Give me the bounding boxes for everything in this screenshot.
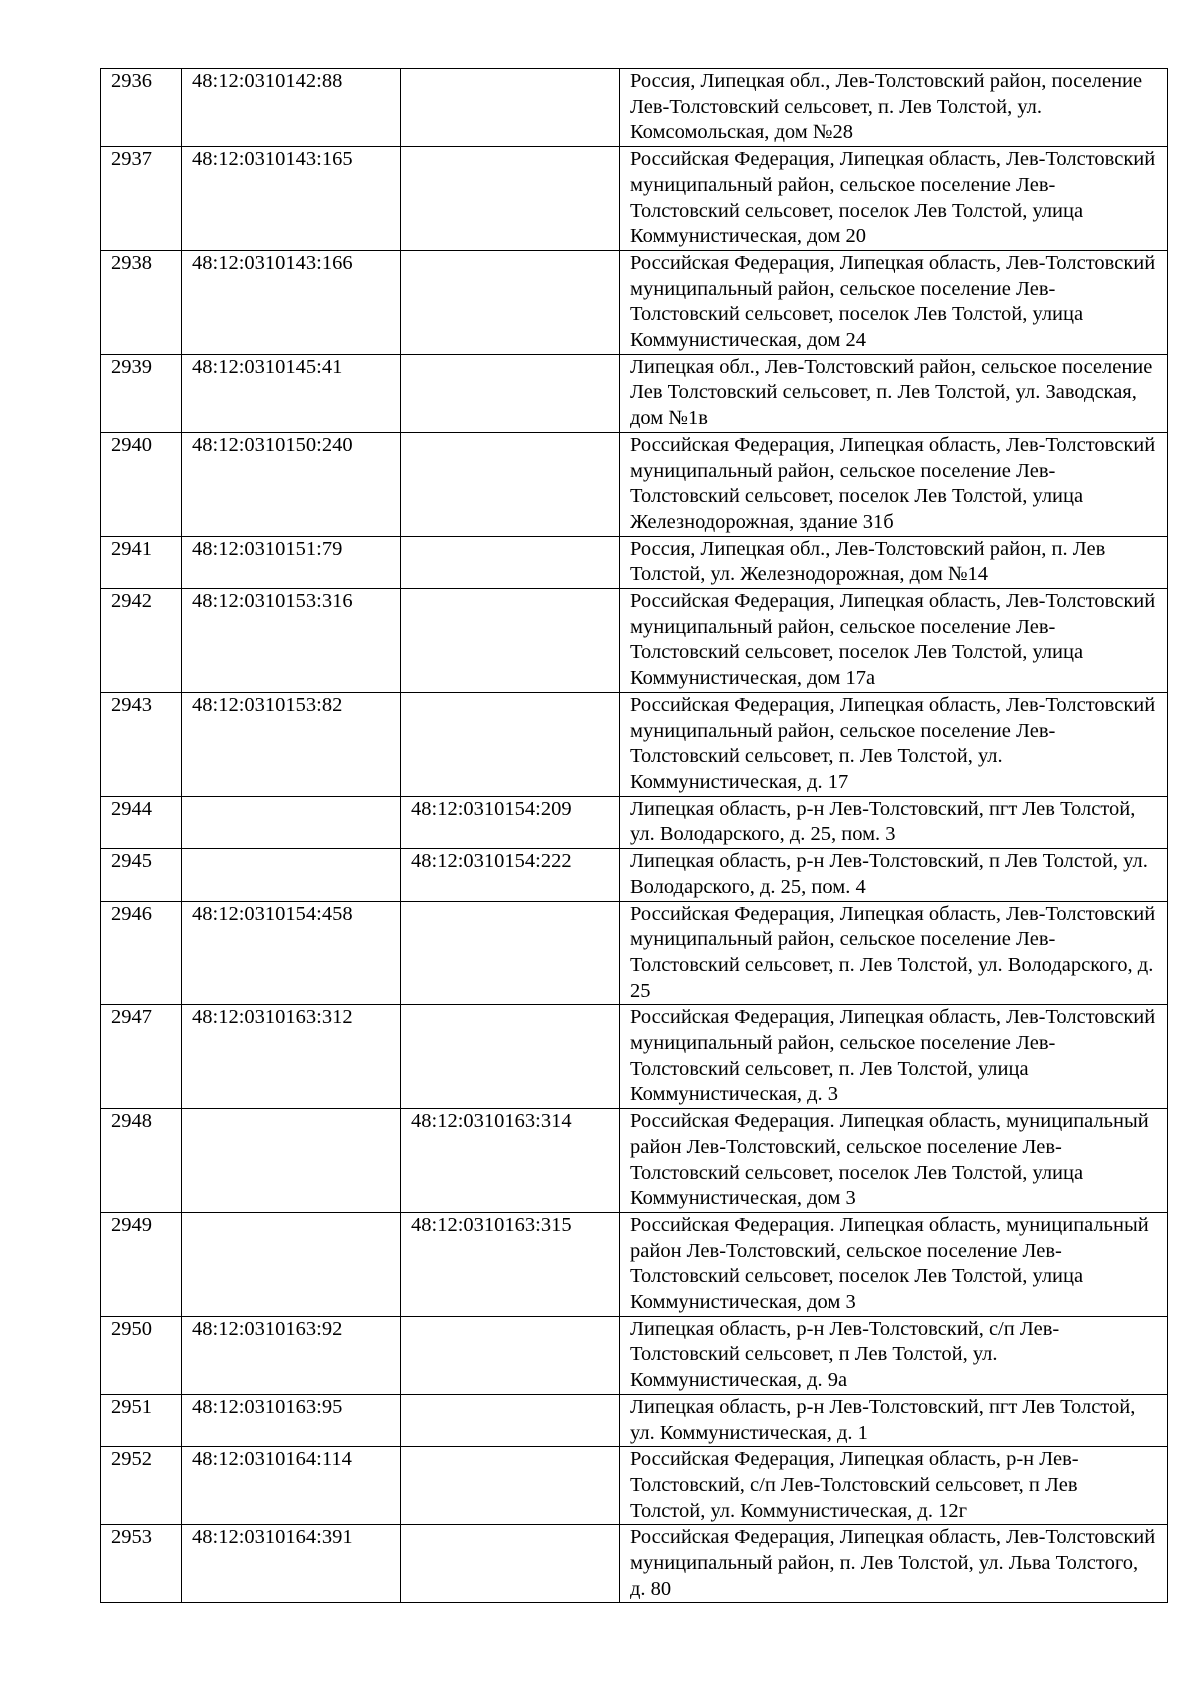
table-row [101, 589, 1168, 693]
object-cadastral-number-cell: 48:12:0310163:314 [401, 1109, 620, 1213]
object-cadastral-number-cell: 48:12:0310154:222 [401, 849, 620, 901]
land-cadastral-number-cell: 48:12:0310143:165 [182, 147, 401, 251]
address-cell: Россия, Липецкая обл., Лев-Толстовский район, поселение Лев-Толстовский сельсовет, п. Лев Толстой, ул. Комсомольская, дом №28 [620, 69, 1168, 147]
row-number-cell: 2942 [101, 589, 182, 693]
object-cadastral-number-cell [401, 1394, 620, 1446]
land-cadastral-number-cell: 48:12:0310150:240 [182, 432, 401, 536]
row-number-cell: 2945 [101, 849, 182, 901]
object-cadastral-number-cell: 48:12:0310154:209 [401, 796, 620, 848]
row-number-cell: 2944 [101, 796, 182, 848]
address-cell: Российская Федерация, Липецкая область, Лев-Толстовский муниципальный район, п. Лев Толстой, ул. Льва Толстого, д. 80 [620, 1525, 1168, 1603]
table-row [101, 432, 1168, 536]
address-cell: Российская Федерация, Липецкая область, р-н Лев-Толстовский, с/п Лев-Толстовский сельсовет, п Лев Толстой, ул. Коммунистическая, д. 12г [620, 1447, 1168, 1525]
row-number-cell: 2947 [101, 1005, 182, 1109]
row-number-cell: 2940 [101, 432, 182, 536]
registry-table-body [101, 69, 1168, 1603]
table-row [101, 1316, 1168, 1394]
object-cadastral-number-cell [401, 69, 620, 147]
object-cadastral-number-cell [401, 1525, 620, 1603]
row-number-cell: 2953 [101, 1525, 182, 1603]
land-cadastral-number-cell: 48:12:0310154:458 [182, 901, 401, 1005]
document-page [100, 68, 1167, 1603]
object-cadastral-number-cell [401, 901, 620, 1005]
address-cell: Липецкая область, р-н Лев-Толстовский, п Лев Толстой, ул. Володарского, д. 25, пом. 4 [620, 849, 1168, 901]
address-cell: Российская Федерация, Липецкая область, Лев-Толстовский муниципальный район, сельское поселение Лев-Толстовский сельсовет, п. Лев Толстой, ул. Коммунистическая, д. 17 [620, 692, 1168, 796]
land-cadastral-number-cell: 48:12:0310153:316 [182, 589, 401, 693]
row-number-cell: 2938 [101, 250, 182, 354]
row-number-cell: 2943 [101, 692, 182, 796]
land-cadastral-number-cell: 48:12:0310142:88 [182, 69, 401, 147]
table-row [101, 849, 1168, 901]
object-cadastral-number-cell [401, 589, 620, 693]
address-cell: Липецкая область, р-н Лев-Толстовский, пгт Лев Толстой, ул. Володарского, д. 25, пом. 3 [620, 796, 1168, 848]
table-row [101, 692, 1168, 796]
table-row [101, 1109, 1168, 1213]
address-cell: Российская Федерация. Липецкая область, муниципальный район Лев-Толстовский, сельское поселение Лев-Толстовский сельсовет, поселок Лев Толстой, улица Коммунистическая, дом 3 [620, 1109, 1168, 1213]
table-row [101, 796, 1168, 848]
land-cadastral-number-cell: 48:12:0310143:166 [182, 250, 401, 354]
land-cadastral-number-cell [182, 1212, 401, 1316]
table-row [101, 1525, 1168, 1603]
land-cadastral-number-cell [182, 796, 401, 848]
table-row [101, 250, 1168, 354]
land-cadastral-number-cell: 48:12:0310163:95 [182, 1394, 401, 1446]
object-cadastral-number-cell: 48:12:0310163:315 [401, 1212, 620, 1316]
address-cell: Липецкая обл., Лев-Толстовский район, сельское поселение Лев Толстовский сельсовет, п. Лев Толстой, ул. Заводская, дом №1в [620, 354, 1168, 432]
object-cadastral-number-cell [401, 432, 620, 536]
land-cadastral-number-cell: 48:12:0310163:92 [182, 1316, 401, 1394]
object-cadastral-number-cell [401, 354, 620, 432]
address-cell: Российская Федерация, Липецкая область, Лев-Толстовский муниципальный район, сельское поселение Лев-Толстовский сельсовет, поселок Лев Толстой, улица Железнодорожная, здание 31б [620, 432, 1168, 536]
land-cadastral-number-cell: 48:12:0310151:79 [182, 536, 401, 588]
row-number-cell: 2952 [101, 1447, 182, 1525]
table-row [101, 901, 1168, 1005]
table-row [101, 1212, 1168, 1316]
land-cadastral-number-cell [182, 849, 401, 901]
row-number-cell: 2949 [101, 1212, 182, 1316]
row-number-cell: 2950 [101, 1316, 182, 1394]
object-cadastral-number-cell [401, 692, 620, 796]
land-cadastral-number-cell: 48:12:0310164:114 [182, 1447, 401, 1525]
address-cell: Российская Федерация, Липецкая область, Лев-Толстовский муниципальный район, сельское поселение Лев-Толстовский сельсовет, п. Лев Толстой, улица Коммунистическая, д. 3 [620, 1005, 1168, 1109]
row-number-cell: 2936 [101, 69, 182, 147]
address-cell: Российская Федерация, Липецкая область, Лев-Толстовский муниципальный район, сельское поселение Лев-Толстовский сельсовет, п. Лев Толстой, ул. Володарского, д. 25 [620, 901, 1168, 1005]
table-row [101, 354, 1168, 432]
land-cadastral-number-cell [182, 1109, 401, 1213]
address-cell: Липецкая область, р-н Лев-Толстовский, с/п Лев-Толстовский сельсовет, п Лев Толстой, ул. Коммунистическая, д. 9а [620, 1316, 1168, 1394]
land-cadastral-number-cell: 48:12:0310145:41 [182, 354, 401, 432]
land-cadastral-number-cell: 48:12:0310164:391 [182, 1525, 401, 1603]
table-row [101, 147, 1168, 251]
address-cell: Российская Федерация, Липецкая область, Лев-Толстовский муниципальный район, сельское поселение Лев-Толстовский сельсовет, поселок Лев Толстой, улица Коммунистическая, дом 24 [620, 250, 1168, 354]
object-cadastral-number-cell [401, 1447, 620, 1525]
address-cell: Российская Федерация, Липецкая область, Лев-Толстовский муниципальный район, сельское поселение Лев-Толстовский сельсовет, поселок Лев Толстой, улица Коммунистическая, дом 20 [620, 147, 1168, 251]
object-cadastral-number-cell [401, 536, 620, 588]
table-row [101, 1005, 1168, 1109]
table-row [101, 1447, 1168, 1525]
address-cell: Россия, Липецкая обл., Лев-Толстовский район, п. Лев Толстой, ул. Железнодорожная, дом №14 [620, 536, 1168, 588]
property-registry-table [100, 68, 1168, 1603]
land-cadastral-number-cell: 48:12:0310153:82 [182, 692, 401, 796]
land-cadastral-number-cell: 48:12:0310163:312 [182, 1005, 401, 1109]
object-cadastral-number-cell [401, 1316, 620, 1394]
address-cell: Липецкая область, р-н Лев-Толстовский, пгт Лев Толстой, ул. Коммунистическая, д. 1 [620, 1394, 1168, 1446]
row-number-cell: 2948 [101, 1109, 182, 1213]
row-number-cell: 2951 [101, 1394, 182, 1446]
row-number-cell: 2939 [101, 354, 182, 432]
address-cell: Российская Федерация. Липецкая область, муниципальный район Лев-Толстовский, сельское поселение Лев-Толстовский сельсовет, поселок Лев Толстой, улица Коммунистическая, дом 3 [620, 1212, 1168, 1316]
row-number-cell: 2941 [101, 536, 182, 588]
table-row [101, 536, 1168, 588]
object-cadastral-number-cell [401, 250, 620, 354]
table-row [101, 1394, 1168, 1446]
table-row [101, 69, 1168, 147]
row-number-cell: 2937 [101, 147, 182, 251]
object-cadastral-number-cell [401, 147, 620, 251]
address-cell: Российская Федерация, Липецкая область, Лев-Толстовский муниципальный район, сельское поселение Лев-Толстовский сельсовет, поселок Лев Толстой, улица Коммунистическая, дом 17а [620, 589, 1168, 693]
row-number-cell: 2946 [101, 901, 182, 1005]
object-cadastral-number-cell [401, 1005, 620, 1109]
